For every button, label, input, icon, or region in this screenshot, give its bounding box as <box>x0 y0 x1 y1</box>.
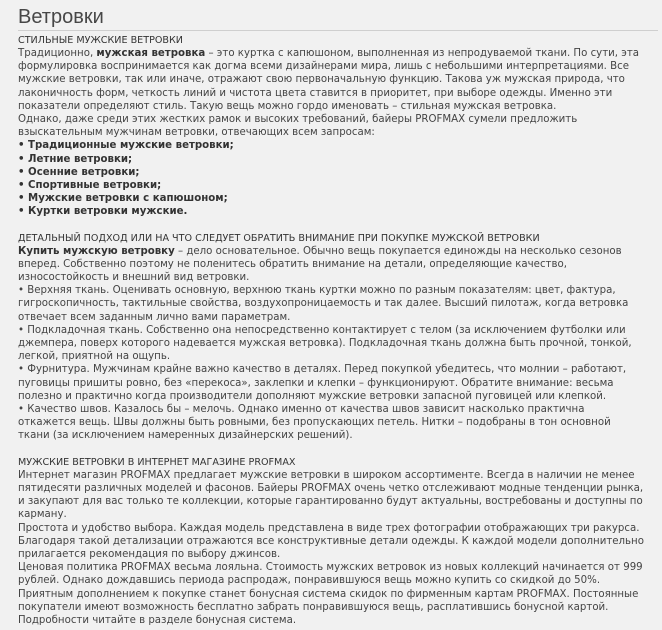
list-item: • Куртки ветровки мужские. <box>18 206 188 218</box>
title-divider <box>18 30 658 31</box>
list-item: • Спортивные ветровки; <box>18 180 162 192</box>
paragraph: • Подкладочная ткань. Собственно она непосредственно контактирует с телом (за исключением футболки или джемпера, поверх которого надевается мужская ветровка). Подкладочная ткань должна быть прочной, тонкой, легкой, приятной на ощупь. <box>18 324 632 363</box>
intro-rest: – дело основательное. Обычно вещь покупается единожды на несколько сезонов вперед. Собственно поэтому не поленитесь обратить внимание на детали, определяющие качество, износостойкость и внешний вид ветровки. <box>18 245 622 284</box>
section-online-store <box>18 456 644 627</box>
page-title: Ветровки <box>18 6 104 28</box>
section-heading: ДЕТАЛЬНЫЙ ПОДХОД ИЛИ НА ЧТО СЛЕДУЕТ ОБРАТИТЬ ВНИМАНИЕ ПРИ ПОКУПКЕ МУЖСКОЙ ВЕТРОВКИ <box>18 232 540 244</box>
section-buying-details <box>18 232 644 443</box>
intro-lead: Традиционно, <box>18 48 97 59</box>
section-stylish-jackets <box>18 34 644 219</box>
jacket-types-list <box>18 139 644 218</box>
article-body <box>18 34 644 627</box>
section-heading: СТИЛЬНЫЕ МУЖСКИЕ ВЕТРОВКИ <box>18 35 183 46</box>
mens-jacket-link[interactable]: мужская ветровка <box>96 48 206 59</box>
section-heading: МУЖСКИЕ ВЕТРОВКИ В ИНТЕРНЕТ МАГАЗИНЕ PROFMAX <box>18 456 296 468</box>
paragraph: Простота и удобство выбора. Каждая модель представлена в виде трех фотографии отображающих три ракурса. Благодаря такой детализации отражаются все конструктивные детали одежды. К каждой модели дополнительно прилагается рекомендация по выбору джинсов. <box>18 522 644 560</box>
paragraph: • Верхняя ткань. Оценивать основную, верхнюю ткань куртки можно по разным показателям: цвет, фактура, гигроскопичность, тактильные свойства, воздухопроницаемость и так далее. Высший пилотаж, когда ветровка отвечает всем заданным лично вами параметрам. <box>18 285 629 323</box>
intro-rest: – это куртка с капюшоном, выполненная из непродуваемой ткани. По сути, эта формулировка воспринимается как догма всеми дизайнерами мира, лишь с небольшими интерпретациями. Все мужские ветровки, так или иначе, отражают свою первоначальную функцию. Такова уж мужская природа, что лаконичность форм, четкость линий и чистота цвета ставится в приоритет, при выборе одежды. Именно эти показатели определяют стиль. Такую вещь можно гордо именовать – стильная мужская ветровка. <box>18 48 639 112</box>
intro-paragraph <box>18 47 644 113</box>
list-item: • Летние ветровки; <box>18 153 133 165</box>
paragraph: • Качество швов. Казалось бы – мелочь. Однако именно от качества швов зависит насколько практична откажется вещь. Швы должны быть ровными, без пропускающих петель. Нитки – подобраны в тон основной ткани (за исключением намеренных дизайнерских решений). <box>18 404 611 442</box>
list-item: • Мужские ветровки с капюшоном; <box>18 193 228 205</box>
list-item: • Осенние ветровки; <box>18 166 140 178</box>
paragraph: Однако, даже среди этих жестких рамок и высоких требований, байеры PROFMAX сумели предложить взыскательным мужчинам ветровки, отвечающих всем запросам: <box>18 114 578 139</box>
paragraph: Ценовая политика PROFMAX весьма лояльна. Стоимость мужских ветровок из новых коллекций начинается от 999 рублей. Однако дождавшись периода распродаж, понравившуюся вещь можно купить со скидкой до 50%. Приятным дополнением к покупке станет бонусная система скидок по фирменным картам PROFMAX. Постоянные покупатели имеют возможность бесплатно забрать понравившуюся вещь, расплатившись бонусной картой. Подробности читайте в разделе бонусная система. <box>18 562 643 626</box>
intro-paragraph <box>18 245 644 285</box>
buy-jacket-link[interactable]: Купить мужскую ветровку <box>18 245 175 257</box>
paragraph: • Фурнитура. Мужчинам крайне важно качество в деталях. Перед покупкой убедитесь, что молнии – работают, пуговицы пришиты ровно, без «перекоса», заклепки и клепки – функционируют. Обратите внимание: весьма полезно и практично когда производители дополняют мужские ветровки запасной пуговицей или клепкой. <box>18 364 627 402</box>
list-item: • Традиционные мужские ветровки; <box>18 140 234 152</box>
paragraph: Интернет магазин PROFMAX предлагает мужские ветровки в широком ассортименте. Всегда в наличии не менее пятидесяти различных моделей и фасонов. Байеры PROFMAX очень четко отслеживают модные тенденции рынка, и закупают для вас только те коллекции, которые гарантированно будут актуальны, востребованы и доступны по карману. <box>18 469 644 521</box>
